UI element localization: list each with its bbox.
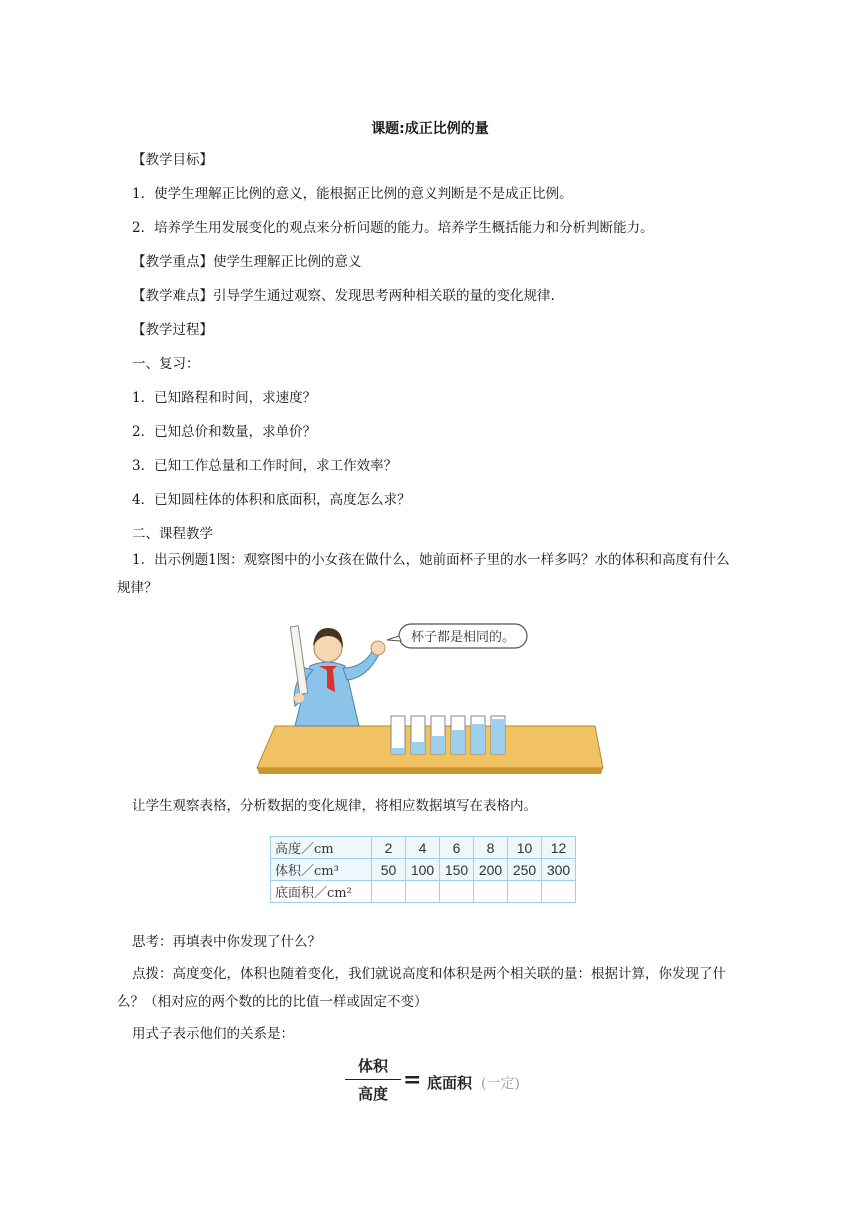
data-table xyxy=(270,836,576,903)
page-title: 课题:成正比例的量 xyxy=(371,121,489,137)
example-text: 1．出示例题1图：观察图中的小女孩在做什么，她前面杯子里的水一样多吗？水的体积和高度有什么规律？ xyxy=(117,552,730,596)
table-cell: 200 xyxy=(474,859,508,881)
row-label: 体积／cm³ xyxy=(271,859,372,881)
review-heading: 一、复习： xyxy=(132,356,200,372)
review-item-4: 4．已知圆柱体的体积和底面积，高度怎么求？ xyxy=(132,492,411,508)
equals-sign: = xyxy=(403,1067,422,1093)
table-cell xyxy=(440,881,474,903)
course-heading: 二、课程教学 xyxy=(132,526,213,542)
table-row xyxy=(271,837,576,859)
fraction-numerator: 体积 xyxy=(357,1057,388,1075)
table-cell: 300 xyxy=(542,859,576,881)
review-item-2: 2．已知总价和数量，求单价？ xyxy=(132,424,317,440)
speech-bubble-text: 杯子都是相同的。 xyxy=(410,630,516,645)
table-cell xyxy=(474,881,508,903)
table-row xyxy=(271,859,576,881)
row-label: 底面积／cm² xyxy=(271,881,372,903)
table-cell xyxy=(508,881,542,903)
objectives-heading: 【教学目标】 xyxy=(132,152,213,168)
table-cell: 2 xyxy=(372,837,406,859)
key-point: 【教学重点】使学生理解正比例的意义 xyxy=(132,254,362,270)
table-cell: 8 xyxy=(474,837,508,859)
observe-text: 让学生观察表格，分析数据的变化规律，将相应数据填写在表格内。 xyxy=(132,798,537,814)
desk-edge xyxy=(257,768,603,774)
table-cell: 10 xyxy=(508,837,542,859)
relation-text: 用式子表示他们的关系是： xyxy=(132,1026,294,1042)
objective-2: 2．培养学生用发展变化的观点来分析问题的能力。培养学生概括能力和分析判断能力。 xyxy=(132,220,654,236)
review-item-1: 1．已知路程和时间，求速度？ xyxy=(132,390,317,406)
table-cell xyxy=(542,881,576,903)
formula-note: (一定) xyxy=(481,1076,520,1092)
objective-1: 1．使学生理解正比例的意义，能根据正比例的意义判断是不是成正比例。 xyxy=(132,186,573,202)
hint-text: 点拨：高度变化，体积也随着变化，我们就说高度和体积是两个相关联的量：根据计算，你发现了什么？（相对应的两个数的比的比值一样或固定不变） xyxy=(117,966,726,1010)
process-heading: 【教学过程】 xyxy=(132,322,213,338)
table-cell: 150 xyxy=(440,859,474,881)
table-cell: 4 xyxy=(406,837,440,859)
table-cell: 250 xyxy=(508,859,542,881)
fraction-denominator: 高度 xyxy=(357,1085,388,1103)
fraction-bar xyxy=(345,1079,401,1080)
desk-shape xyxy=(257,726,603,768)
formula xyxy=(345,1055,565,1115)
think-text: 思考：再填表中你发现了什么？ xyxy=(132,934,321,950)
table-cell: 12 xyxy=(542,837,576,859)
review-item-3: 3．已知工作总量和工作时间，求工作效率？ xyxy=(132,458,398,474)
row-label: 高度／cm xyxy=(271,837,372,859)
table-cell: 50 xyxy=(372,859,406,881)
table-cell: 6 xyxy=(440,837,474,859)
table-cell xyxy=(372,881,406,903)
table-row xyxy=(271,881,576,903)
fraction xyxy=(345,1055,401,1105)
table-cell: 100 xyxy=(406,859,440,881)
girl-with-cups-illustration xyxy=(255,608,605,778)
formula-result: 底面积 xyxy=(427,1074,473,1092)
table-cell xyxy=(406,881,440,903)
difficulty: 【教学难点】引导学生通过观察、发现思考两种相关联的量的变化规律. xyxy=(132,288,555,304)
